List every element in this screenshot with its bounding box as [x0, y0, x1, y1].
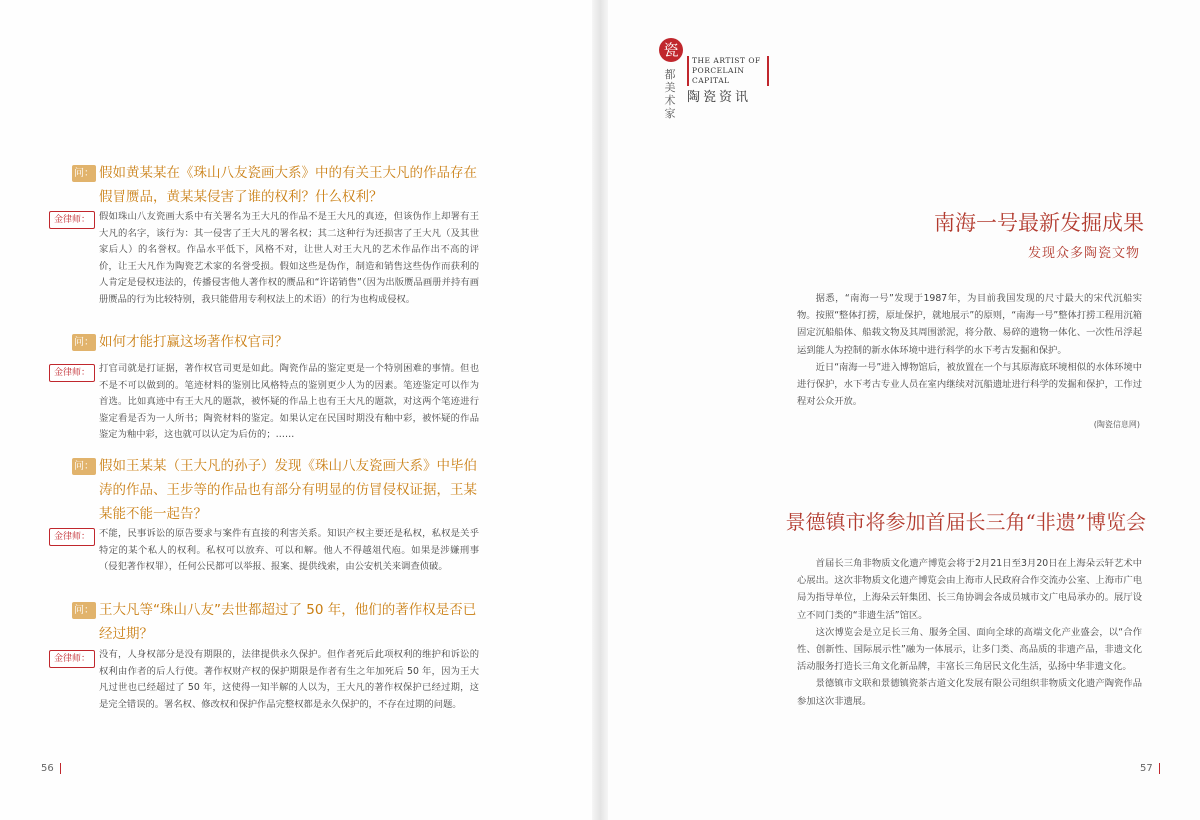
page-number-right: 57 — [1140, 763, 1160, 774]
masthead-vertical-title — [663, 68, 677, 120]
answer-tag: 金律师： — [49, 364, 95, 382]
question-text: 假如王某某（王大凡的孙子）发现《珠山八友瓷画大系》中毕伯涛的作品、王步等的作品也有部分有明显的仿冒侵权证据，王某某能不能一起告？ — [99, 458, 477, 522]
article1-subtitle: 发现众多陶瓷文物 — [1027, 246, 1140, 261]
answer-tag: 金律师： — [49, 211, 95, 229]
article2-paragraph: 景德镇市文联和景德镇瓷茶古道文化发展有限公司组织非物质文化遗产陶瓷作品参加这次非遗展。 — [797, 678, 1142, 707]
article1-paragraph: 据悉，“南海一号”发现于1987年，为目前我国发现的尺寸最大的宋代沉船实物。按照“整体打捞，原址保护，就地展示”的原则，“南海一号”整体打捞工程用沉箱固定沉船船体、船载文物及其周围淤泥，将分散、易碎的遗物一体化、一次性吊浮起运到能人为控制的新水体环境中进行科学的水下考古发掘和保护。 — [797, 293, 1142, 356]
masthead-en-line: THE ARTIST OF — [692, 56, 761, 65]
article2-title: 景德镇市将参加首届长三角“非遗”博览会 — [785, 510, 1146, 534]
vertical-char: 美 — [664, 81, 676, 94]
vertical-char: 术 — [664, 94, 676, 107]
section-title: 陶瓷资讯 — [687, 90, 752, 105]
answer-tag: 金律师： — [49, 528, 95, 546]
masthead-english-title — [687, 56, 769, 86]
question-tag: 问： — [72, 334, 96, 351]
masthead-en-line: PORCELAIN CAPITAL — [692, 66, 745, 85]
article2-paragraph: 这次博览会是立足长三角、服务全国、面向全球的高端文化产业盛会，以“合作性、创新性、国际展示性”融为一体展示，让多门类、高品质的非遗产品，非遗文化活动服务打造长三角文化新品牌，丰富长三角居民文化生活，弘扬中华非遗文化。 — [797, 626, 1142, 673]
answer-tag: 金律师： — [49, 650, 95, 668]
answer-text: 打官司就是打证据，著作权官司更是如此。陶瓷作品的鉴定更是一个特别困难的事情。但也不是不可以做到的。笔迹材料的鉴别比风格特点的鉴别更少人为的因素。笔迹鉴定可以作为首选。比如真迹中有王大凡的题款，被怀疑的作品上也有王大凡的题款，对这两个笔迹进行鉴定看是否为一人所书；陶瓷材料的鉴定。如果认定在民国时期没有釉中彩，被怀疑的作品鉴定为釉中彩，这也就可以认定为后仿的；…… — [99, 363, 479, 441]
question-tag: 问： — [72, 602, 96, 619]
question-tag: 问： — [72, 165, 96, 182]
answer-text: 不能，民事诉讼的原告要求与案件有直接的利害关系。知识产权主要还是私权，私权是关乎特定的某个私人的权利。私权可以放弃、可以和解。他人不得越俎代庖。如果是涉嫌刑事（侵犯著作权罪），任何公民都可以举报、报案、提供线索，由公安机关来调查侦破。 — [99, 528, 479, 573]
vertical-char: 家 — [664, 107, 676, 120]
page-gutter — [592, 0, 608, 820]
article1-title: 南海一号最新发掘成果 — [934, 211, 1144, 235]
question-text: 如何才能打赢这场著作权官司？ — [99, 334, 288, 350]
question-text: 假如黄某某在《珠山八友瓷画大系》中的有关王大凡的作品存在假冒赝品，黄某某侵害了谁的权利？什么权利？ — [99, 165, 477, 205]
article1-paragraph: 近日“南海一号”进入博物馆后，被放置在一个与其原海底环境相似的水体环境中进行保护，水下考古专业人员在室内继续对沉船遗址进行科学的发掘和保护，工作过程对公众开放。 — [797, 361, 1142, 408]
article1-source: (陶瓷信息网) — [1093, 420, 1140, 429]
masthead — [655, 34, 775, 120]
article2-paragraph: 首届长三角非物质文化遗产博览会将于2月21日至3月20日在上海朵云轩艺术中心展出。这次非物质文化遗产博览会由上海市人民政府合作交流办公室、上海市广电局为指导单位，上海朵云轩集团、长三角协调会各成员城市文广电局承办的。展厅设立不同门类的“非遗生活”馆区。 — [797, 558, 1142, 621]
article1-body — [797, 290, 1142, 410]
vertical-char: 都 — [664, 68, 676, 81]
question-tag: 问： — [72, 458, 96, 475]
question-text: 王大凡等“珠山八友”去世都超过了 50 年，他们的著作权是否已经过期？ — [99, 602, 477, 642]
page-number-left: 56 — [41, 763, 61, 774]
answer-text: 没有，人身权部分是没有期限的，法律提供永久保护。但作者死后此项权利的维护和诉讼的权利由作者的后人行使。著作权财产权的保护期限是作者有生之年加死后 50 年，因为王大凡过世也已经超过了 50 年，这使得一知半解的人以为，王大凡的著作权保护已经过期，这是完全错误的。署名权、修改权和保护作品完整权都是永久保护的，不存在过期的问题。 — [99, 649, 479, 710]
seal-logo: 瓷 — [659, 38, 683, 62]
answer-text: 假如珠山八友瓷画大系中有关署名为王大凡的作品不是王大凡的真迹，但该伪作上却署有王大凡的名字，该行为：其一侵害了王大凡的署名权；其二这种行为还损害了王大凡（及其世家后人）的名誉权。作品水平低下，风格不对，让世人对王大凡的艺术作品作出不高的评价，让王大凡作为陶瓷艺术家的名誉受损。假如这些是伪作，制造和销售这些伪作而获利的人肯定是侵权违法的，传播侵害他人著作权的赝品和“许诺销售”（因为出版赝品画册并持有画册赝品的行为比较特别，我只能借用专利权法上的术语）的行为也构成侵权。 — [99, 211, 479, 305]
article2-body — [797, 555, 1142, 710]
